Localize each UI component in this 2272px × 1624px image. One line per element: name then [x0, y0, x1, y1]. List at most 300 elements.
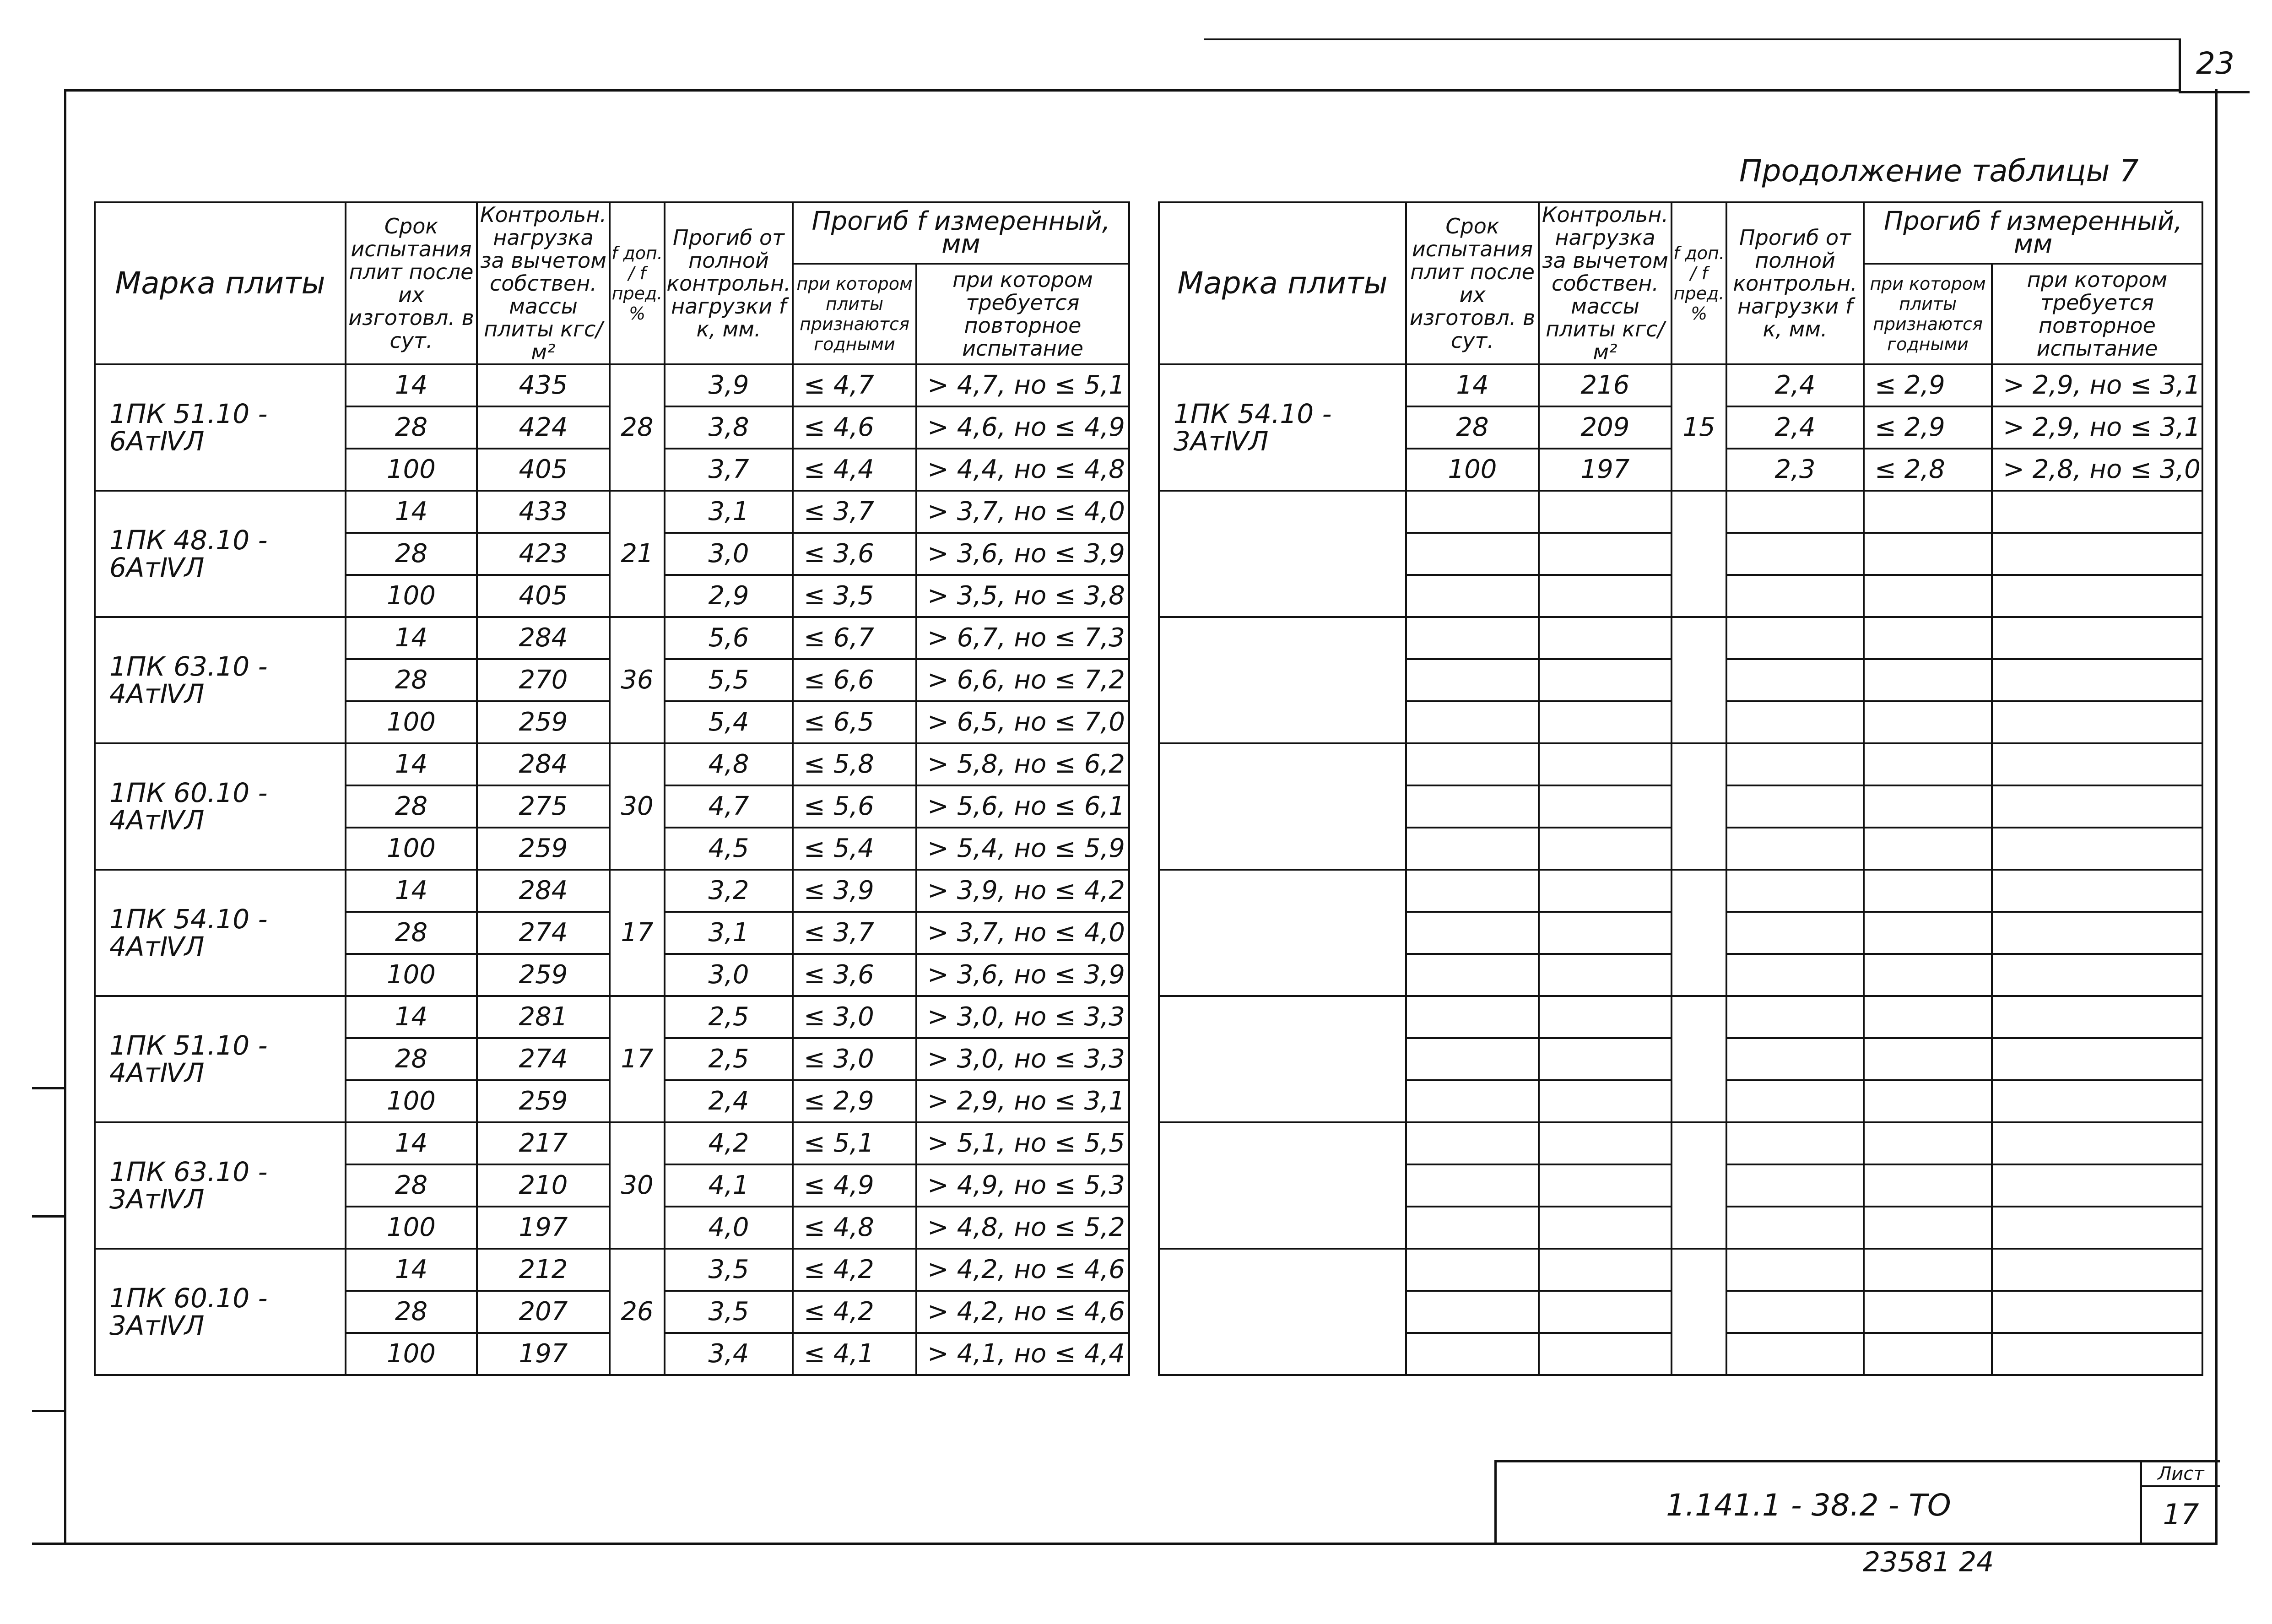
accept-threshold: ≤ 3,9: [793, 870, 916, 912]
control-load: 274: [477, 1038, 610, 1080]
sheet-number: 17: [2163, 1498, 2199, 1531]
empty-cell: [1864, 996, 1992, 1038]
full-load-deflection: 3,1: [665, 912, 793, 954]
empty-ratio-cell: [1672, 743, 1726, 870]
right-header-mark: Марка плиты: [1159, 202, 1406, 364]
right-header-load: Контрольн. нагрузка за вычетом собствен. массы плиты кгс/м²: [1539, 202, 1672, 364]
empty-cell: [1539, 785, 1672, 828]
test-term: 28: [346, 912, 477, 954]
right-header-term: Срок испытания плит после их изготовл. в сут.: [1406, 202, 1539, 364]
retest-threshold: > 3,6, но ≤ 3,9: [916, 954, 1129, 996]
empty-cell: [1992, 870, 2202, 912]
control-load: 405: [477, 449, 610, 491]
ratio-percent: 17: [610, 870, 665, 996]
empty-cell: [1864, 1249, 1992, 1291]
full-load-deflection: 3,9: [665, 364, 793, 406]
right-header-measured: Прогиб f измеренный, мм: [1864, 202, 2202, 264]
full-load-deflection: 5,4: [665, 701, 793, 743]
empty-cell: [1406, 828, 1539, 870]
empty-cell: [1406, 954, 1539, 996]
empty-cell: [1726, 1164, 1864, 1207]
empty-cell: [1726, 1207, 1864, 1249]
full-load-deflection: 3,0: [665, 533, 793, 575]
header-retest: при котором требуется повторное испытание: [916, 264, 1129, 364]
test-term: 14: [346, 870, 477, 912]
control-load: 259: [477, 1080, 610, 1122]
test-term: 100: [346, 1333, 477, 1375]
control-load: 216: [1539, 364, 1672, 406]
empty-ratio-cell: [1672, 870, 1726, 996]
full-load-deflection: 3,8: [665, 406, 793, 449]
empty-cell: [1406, 1249, 1539, 1291]
ratio-percent: 30: [610, 743, 665, 870]
empty-cell: [1726, 954, 1864, 996]
accept-threshold: ≤ 5,1: [793, 1122, 916, 1164]
empty-cell: [1992, 1080, 2202, 1122]
ratio-percent: 17: [610, 996, 665, 1122]
test-term: 100: [346, 828, 477, 870]
slab-mark: 1ПК 60.10 - 4АтⅣЛ: [95, 743, 346, 870]
accept-threshold: ≤ 3,6: [793, 533, 916, 575]
accept-threshold: ≤ 2,8: [1864, 449, 1992, 491]
binding-mark-1: [32, 1087, 65, 1089]
retest-threshold: > 3,9, но ≤ 4,2: [916, 870, 1129, 912]
empty-cell: [1726, 912, 1864, 954]
control-load: 274: [477, 912, 610, 954]
test-term: 28: [346, 1164, 477, 1207]
empty-cell: [1864, 659, 1992, 701]
full-load-deflection: 3,2: [665, 870, 793, 912]
empty-cell: [1992, 659, 2202, 701]
empty-cell: [1406, 575, 1539, 617]
empty-cell: [1864, 743, 1992, 785]
slab-mark: 1ПК 54.10 - 3АтⅣЛ: [1159, 364, 1406, 491]
test-term: 100: [346, 1080, 477, 1122]
retest-threshold: > 6,5, но ≤ 7,0: [916, 701, 1129, 743]
control-load: 275: [477, 785, 610, 828]
retest-threshold: > 5,4, но ≤ 5,9: [916, 828, 1129, 870]
full-load-deflection: 4,5: [665, 828, 793, 870]
accept-threshold: ≤ 3,5: [793, 575, 916, 617]
empty-cell: [1539, 1080, 1672, 1122]
accept-threshold: ≤ 3,6: [793, 954, 916, 996]
retest-threshold: > 4,2, но ≤ 4,6: [916, 1291, 1129, 1333]
empty-cell: [1864, 1080, 1992, 1122]
empty-cell: [1726, 996, 1864, 1038]
right-header-ratio: f доп. / f пред. %: [1672, 202, 1726, 364]
control-load: 197: [477, 1207, 610, 1249]
binding-mark-3: [32, 1410, 65, 1412]
accept-threshold: ≤ 2,9: [793, 1080, 916, 1122]
empty-cell: [1406, 491, 1539, 533]
empty-cell: [1864, 533, 1992, 575]
full-load-deflection: 2,3: [1726, 449, 1864, 491]
accept-threshold: ≤ 4,2: [793, 1249, 916, 1291]
ratio-percent: 15: [1672, 364, 1726, 491]
test-term: 28: [346, 785, 477, 828]
slab-mark: 1ПК 51.10 - 6АтⅣЛ: [95, 364, 346, 491]
empty-cell: [1992, 912, 2202, 954]
binding-mark-2: [32, 1215, 65, 1218]
empty-cell: [1539, 1249, 1672, 1291]
empty-cell: [1726, 743, 1864, 785]
empty-cell: [1864, 617, 1992, 659]
empty-cell: [1992, 491, 2202, 533]
control-load: 217: [477, 1122, 610, 1164]
control-load: 209: [1539, 406, 1672, 449]
empty-cell: [1992, 1207, 2202, 1249]
slab-mark: 1ПК 63.10 - 4АтⅣЛ: [95, 617, 346, 743]
empty-cell: [1726, 491, 1864, 533]
empty-cell: [1726, 1333, 1864, 1375]
table-row: [95, 1122, 1129, 1164]
accept-threshold: ≤ 6,7: [793, 617, 916, 659]
empty-cell: [1864, 701, 1992, 743]
empty-cell: [1406, 785, 1539, 828]
full-load-deflection: 2,4: [1726, 364, 1864, 406]
empty-ratio-cell: [1672, 491, 1726, 617]
empty-cell: [1406, 1207, 1539, 1249]
empty-cell: [1406, 1080, 1539, 1122]
empty-cell: [1864, 870, 1992, 912]
ratio-percent: 36: [610, 617, 665, 743]
empty-cell: [1864, 575, 1992, 617]
header-mark: Марка плиты: [95, 202, 346, 364]
empty-cell: [1539, 1333, 1672, 1375]
empty-cell: [1406, 996, 1539, 1038]
accept-threshold: ≤ 4,7: [793, 364, 916, 406]
empty-cell: [1539, 870, 1672, 912]
empty-cell: [1992, 1164, 2202, 1207]
full-load-deflection: 2,4: [1726, 406, 1864, 449]
header-accepted: при котором плиты признаются годными: [793, 264, 916, 364]
empty-cell: [1406, 743, 1539, 785]
retest-threshold: > 4,8, но ≤ 5,2: [916, 1207, 1129, 1249]
empty-cell: [1992, 1122, 2202, 1164]
control-load: 284: [477, 617, 610, 659]
test-term: 14: [346, 996, 477, 1038]
empty-row: [1159, 617, 2202, 659]
empty-ratio-cell: [1672, 617, 1726, 743]
test-term: 14: [346, 364, 477, 406]
empty-cell: [1539, 1291, 1672, 1333]
control-load: 281: [477, 996, 610, 1038]
sheet-label: Лист: [2142, 1462, 2220, 1487]
empty-cell: [1726, 533, 1864, 575]
table-row: [95, 870, 1129, 912]
empty-cell: [1406, 701, 1539, 743]
empty-cell: [1864, 1291, 1992, 1333]
empty-cell: [1864, 1207, 1992, 1249]
empty-cell: [1406, 533, 1539, 575]
right-table: [1158, 201, 2203, 1376]
empty-row: [1159, 1249, 2202, 1291]
test-term: 28: [346, 1291, 477, 1333]
retest-threshold: > 2,9, но ≤ 3,1: [916, 1080, 1129, 1122]
empty-cell: [1864, 1333, 1992, 1375]
empty-cell: [1726, 1291, 1864, 1333]
empty-cell: [1864, 785, 1992, 828]
empty-cell: [1406, 617, 1539, 659]
empty-cell: [1406, 659, 1539, 701]
empty-row: [1159, 743, 2202, 785]
slab-mark: 1ПК 63.10 - 3АтⅣЛ: [95, 1122, 346, 1249]
empty-row: [1159, 870, 2202, 912]
empty-cell: [1864, 491, 1992, 533]
left-table: [94, 201, 1130, 1376]
retest-threshold: > 3,0, но ≤ 3,3: [916, 996, 1129, 1038]
control-load: 433: [477, 491, 610, 533]
right-header-retest: при котором требуется повторное испытание: [1992, 264, 2202, 364]
empty-row: [1159, 491, 2202, 533]
empty-cell: [1726, 617, 1864, 659]
retest-threshold: > 6,7, но ≤ 7,3: [916, 617, 1129, 659]
header-load: Контрольн. нагрузка за вычетом собствен. массы плиты кгс/м²: [477, 202, 610, 364]
full-load-deflection: 3,0: [665, 954, 793, 996]
control-load: 284: [477, 743, 610, 785]
retest-threshold: > 5,1, но ≤ 5,5: [916, 1122, 1129, 1164]
test-term: 28: [346, 406, 477, 449]
table-title: Продолжение таблицы 7: [1739, 153, 2139, 189]
full-load-deflection: 4,2: [665, 1122, 793, 1164]
sheet-cell: [2140, 1462, 2220, 1545]
empty-cell: [1539, 954, 1672, 996]
page-number-box: [2179, 38, 2250, 93]
empty-mark-cell: [1159, 743, 1406, 870]
control-load: 284: [477, 870, 610, 912]
empty-cell: [1992, 785, 2202, 828]
empty-row: [1159, 1122, 2202, 1164]
control-load: 197: [1539, 449, 1672, 491]
empty-mark-cell: [1159, 870, 1406, 996]
frame-top-short-line: [1204, 38, 2179, 40]
empty-mark-cell: [1159, 1122, 1406, 1249]
retest-threshold: > 4,4, но ≤ 4,8: [916, 449, 1129, 491]
test-term: 28: [346, 659, 477, 701]
test-term: 100: [1406, 449, 1539, 491]
retest-threshold: > 3,7, но ≤ 4,0: [916, 491, 1129, 533]
accept-threshold: ≤ 4,2: [793, 1291, 916, 1333]
test-term: 28: [346, 533, 477, 575]
accept-threshold: ≤ 2,9: [1864, 364, 1992, 406]
empty-row: [1159, 996, 2202, 1038]
document-code: 1.141.1 - 38.2 - ТО: [1666, 1488, 1951, 1523]
empty-cell: [1864, 1038, 1992, 1080]
retest-threshold: > 4,2, но ≤ 4,6: [916, 1249, 1129, 1291]
test-term: 14: [346, 617, 477, 659]
empty-cell: [1992, 1249, 2202, 1291]
retest-threshold: > 2,9, но ≤ 3,1: [1992, 364, 2202, 406]
retest-threshold: > 6,6, но ≤ 7,2: [916, 659, 1129, 701]
ratio-percent: 26: [610, 1249, 665, 1375]
empty-cell: [1726, 1080, 1864, 1122]
empty-cell: [1406, 1291, 1539, 1333]
table-row: [95, 617, 1129, 659]
accept-threshold: ≤ 4,6: [793, 406, 916, 449]
empty-cell: [1539, 828, 1672, 870]
empty-cell: [1406, 1038, 1539, 1080]
empty-cell: [1539, 1164, 1672, 1207]
accept-threshold: ≤ 3,0: [793, 996, 916, 1038]
empty-cell: [1539, 659, 1672, 701]
empty-cell: [1539, 575, 1672, 617]
full-load-deflection: 2,5: [665, 1038, 793, 1080]
table-row: [95, 996, 1129, 1038]
full-load-deflection: 3,5: [665, 1249, 793, 1291]
retest-threshold: > 3,0, но ≤ 3,3: [916, 1038, 1129, 1080]
empty-cell: [1864, 828, 1992, 870]
accept-threshold: ≤ 6,6: [793, 659, 916, 701]
empty-mark-cell: [1159, 491, 1406, 617]
table-row: [95, 491, 1129, 533]
empty-cell: [1992, 828, 2202, 870]
accept-threshold: ≤ 3,7: [793, 912, 916, 954]
accept-threshold: ≤ 4,8: [793, 1207, 916, 1249]
title-block: [1494, 1460, 2220, 1545]
accept-threshold: ≤ 5,8: [793, 743, 916, 785]
retest-threshold: > 2,8, но ≤ 3,0: [1992, 449, 2202, 491]
empty-cell: [1539, 1207, 1672, 1249]
empty-cell: [1864, 912, 1992, 954]
table-row: [95, 364, 1129, 406]
empty-ratio-cell: [1672, 1122, 1726, 1249]
accept-threshold: ≤ 3,7: [793, 491, 916, 533]
control-load: 435: [477, 364, 610, 406]
full-load-deflection: 4,8: [665, 743, 793, 785]
test-term: 28: [1406, 406, 1539, 449]
empty-cell: [1406, 1122, 1539, 1164]
slab-mark: 1ПК 48.10 - 6АтⅣЛ: [95, 491, 346, 617]
accept-threshold: ≤ 6,5: [793, 701, 916, 743]
control-load: 424: [477, 406, 610, 449]
empty-mark-cell: [1159, 617, 1406, 743]
test-term: 100: [346, 575, 477, 617]
right-header-accepted: при котором плиты признаются годными: [1864, 264, 1992, 364]
empty-mark-cell: [1159, 996, 1406, 1122]
full-load-deflection: 2,4: [665, 1080, 793, 1122]
retest-threshold: > 5,8, но ≤ 6,2: [916, 743, 1129, 785]
empty-cell: [1992, 1333, 2202, 1375]
control-load: 212: [477, 1249, 610, 1291]
full-load-deflection: 5,5: [665, 659, 793, 701]
full-load-deflection: 3,1: [665, 491, 793, 533]
control-load: 259: [477, 701, 610, 743]
empty-cell: [1864, 1164, 1992, 1207]
table-row: [1159, 364, 2202, 406]
accept-threshold: ≤ 4,1: [793, 1333, 916, 1375]
empty-cell: [1539, 912, 1672, 954]
empty-cell: [1539, 1038, 1672, 1080]
empty-cell: [1864, 1122, 1992, 1164]
test-term: 14: [346, 1249, 477, 1291]
empty-cell: [1726, 659, 1864, 701]
full-load-deflection: 3,7: [665, 449, 793, 491]
empty-cell: [1992, 701, 2202, 743]
empty-cell: [1726, 575, 1864, 617]
test-term: 14: [1406, 364, 1539, 406]
empty-cell: [1726, 785, 1864, 828]
empty-cell: [1726, 1249, 1864, 1291]
test-term: 100: [346, 449, 477, 491]
accept-threshold: ≤ 3,0: [793, 1038, 916, 1080]
empty-cell: [1406, 912, 1539, 954]
empty-cell: [1726, 828, 1864, 870]
page-number: 23: [2196, 46, 2234, 81]
test-term: 28: [346, 1038, 477, 1080]
empty-cell: [1992, 575, 2202, 617]
empty-cell: [1864, 954, 1992, 996]
control-load: 210: [477, 1164, 610, 1207]
retest-threshold: > 4,7, но ≤ 5,1: [916, 364, 1129, 406]
full-load-deflection: 4,7: [665, 785, 793, 828]
empty-cell: [1539, 533, 1672, 575]
empty-cell: [1992, 996, 2202, 1038]
control-load: 207: [477, 1291, 610, 1333]
test-term: 14: [346, 1122, 477, 1164]
accept-threshold: ≤ 2,9: [1864, 406, 1992, 449]
table-row: [95, 1249, 1129, 1291]
left-table-body: [95, 364, 1129, 1375]
empty-cell: [1992, 954, 2202, 996]
empty-cell: [1539, 701, 1672, 743]
empty-cell: [1539, 1122, 1672, 1164]
test-term: 14: [346, 743, 477, 785]
full-load-deflection: 3,5: [665, 1291, 793, 1333]
control-load: 405: [477, 575, 610, 617]
empty-cell: [1992, 743, 2202, 785]
frame-right-line: [2215, 89, 2218, 1545]
accept-threshold: ≤ 4,9: [793, 1164, 916, 1207]
empty-cell: [1992, 617, 2202, 659]
empty-cell: [1406, 1333, 1539, 1375]
retest-threshold: > 4,1, но ≤ 4,4: [916, 1333, 1129, 1375]
slab-mark: 1ПК 60.10 - 3АтⅣЛ: [95, 1249, 346, 1375]
empty-cell: [1539, 491, 1672, 533]
test-term: 100: [346, 954, 477, 996]
empty-cell: [1726, 701, 1864, 743]
empty-cell: [1539, 617, 1672, 659]
frame-top-line: [64, 89, 2179, 92]
empty-mark-cell: [1159, 1249, 1406, 1375]
control-load: 423: [477, 533, 610, 575]
empty-cell: [1539, 996, 1672, 1038]
header-deflection-full: Прогиб от полной контрольн. нагрузки f к, мм.: [665, 202, 793, 364]
retest-threshold: > 3,7, но ≤ 4,0: [916, 912, 1129, 954]
full-load-deflection: 4,1: [665, 1164, 793, 1207]
control-load: 259: [477, 828, 610, 870]
ratio-percent: 21: [610, 491, 665, 617]
retest-threshold: > 4,9, но ≤ 5,3: [916, 1164, 1129, 1207]
empty-cell: [1992, 1038, 2202, 1080]
test-term: 100: [346, 701, 477, 743]
control-load: 197: [477, 1333, 610, 1375]
control-load: 259: [477, 954, 610, 996]
empty-cell: [1726, 1122, 1864, 1164]
full-load-deflection: 2,9: [665, 575, 793, 617]
table-row: [95, 743, 1129, 785]
accept-threshold: ≤ 4,4: [793, 449, 916, 491]
ratio-percent: 30: [610, 1122, 665, 1249]
frame-left-line: [64, 89, 66, 1545]
header-ratio: f доп. / f пред. %: [610, 202, 665, 364]
right-header-deflection-full: Прогиб от полной контрольн. нагрузки f к, мм.: [1726, 202, 1864, 364]
test-term: 14: [346, 491, 477, 533]
retest-threshold: > 3,6, но ≤ 3,9: [916, 533, 1129, 575]
empty-cell: [1992, 1291, 2202, 1333]
accept-threshold: ≤ 5,6: [793, 785, 916, 828]
accept-threshold: ≤ 5,4: [793, 828, 916, 870]
empty-ratio-cell: [1672, 1249, 1726, 1375]
